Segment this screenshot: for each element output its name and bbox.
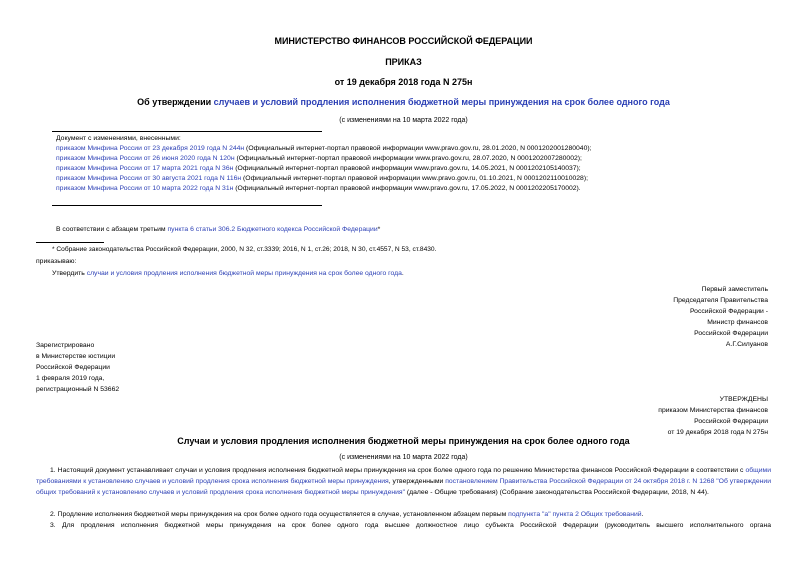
signature-line: Председателя Правительства	[673, 297, 768, 304]
footnote-divider	[36, 242, 104, 243]
approve-paragraph	[52, 270, 404, 277]
order-date-number: от 19 декабря 2018 года N 275н	[334, 77, 473, 87]
registration-line: регистрационный N 53662	[36, 386, 120, 393]
change-desc-3: (Официальный интернет-портал правовой информации www.pravo.gov.ru, 14.05.2021, N 0001202105140037);	[233, 165, 581, 172]
change-desc-5: (Официальный интернет-портал правовой информации www.pravo.gov.ru, 17.05.2022, N 0001202205170002).	[233, 185, 581, 192]
signature-line: А.Г.Силуанов	[725, 341, 768, 348]
divider-top	[52, 131, 322, 132]
approved-line: УТВЕРЖДЕНЫ	[719, 396, 768, 403]
paragraph-1	[36, 465, 771, 498]
approve-prefix: Утвердить	[52, 270, 87, 277]
changes-intro: Документ с изменениями, внесенными:	[56, 135, 181, 142]
changes-item	[56, 174, 592, 184]
change-link-5[interactable]: приказом Минфина России от 10 марта 2022 года N 31н	[56, 185, 234, 192]
registration-line: Зарегистрировано	[36, 342, 95, 349]
registration-line: в Министерстве юстиции	[36, 353, 116, 360]
registration-line: 1 февраля 2019 года,	[36, 375, 105, 382]
changes-item	[56, 144, 592, 154]
section-title: Случаи и условия продления исполнения бюджетной меры принуждения на срок более одного года	[177, 436, 630, 446]
change-link-1[interactable]: приказом Минфина России от 23 декабря 2019 года N 244н	[56, 145, 245, 152]
order-title-prefix: Об утверждении	[137, 97, 214, 107]
p1-text-c: (далее - Общие требования) (Собрание законодательства Российской Федерации, 2018, N 44).	[405, 489, 709, 496]
signature-line: Министр финансов	[707, 319, 768, 326]
registration-line: Российской Федерации	[36, 364, 110, 371]
change-desc-2: (Официальный интернет-портал правовой информации www.pravo.gov.ru, 28.07.2020, N 0001202007280002);	[234, 155, 582, 162]
changes-item	[56, 184, 592, 194]
approved-line: Российской Федерации	[694, 418, 768, 425]
paragraph-2	[36, 509, 771, 520]
section-amend-note: (с изменениями на 10 марта 2022 года)	[339, 454, 468, 461]
changes-item	[56, 164, 592, 174]
changes-item	[56, 154, 592, 164]
p1-text-a: 1. Настоящий документ устанавливает случаи и условия продления исполнения бюджетной меры принуждения на срок более одного года по решению Министерства финансов Российской Федерации в соответствии с	[50, 467, 746, 474]
amend-note: (с изменениями на 10 марта 2022 года)	[339, 117, 468, 124]
order-title-link[interactable]: случаев и условий продления исполнения бюджетной меры принуждения на срок более одного года	[213, 97, 670, 107]
approve-suffix: .	[401, 270, 404, 277]
approved-line: от 19 декабря 2018 года N 275н	[667, 429, 768, 436]
signature-block	[673, 284, 768, 350]
approved-line: приказом Министерства финансов	[658, 407, 768, 414]
subparagraph-link[interactable]: подпункта "а" пункта 2 Общих требований	[508, 511, 642, 518]
paragraph-3	[36, 520, 771, 531]
general-requirements-link[interactable]: общими требованиями к установлению случаев и условий продления срока исполнения бюджетной меры принуждения	[36, 467, 771, 485]
approve-link[interactable]: случаи и условия продления исполнения бюджетной меры принуждения на срок более одного года	[86, 270, 402, 277]
signature-line: Российской Федерации	[694, 330, 768, 337]
government-decree-link[interactable]: постановлением Правительства Российской Федерации от 24 октября 2018 г. N 1268 "Об утверждении общих требований к установлению случаев и условий продления срока исполнения бюджетной меры принуждения"	[36, 478, 771, 496]
signature-line: Первый заместитель	[701, 286, 768, 293]
change-desc-1: (Официальный интернет-портал правовой информации www.pravo.gov.ru, 28.01.2020, N 0001202001280040);	[244, 145, 592, 152]
divider-bottom	[52, 205, 322, 206]
doc-type-heading: ПРИКАЗ	[385, 57, 422, 67]
ministry-heading: МИНИСТЕРСТВО ФИНАНСОВ РОССИЙСКОЙ ФЕДЕРАЦИИ	[274, 36, 533, 46]
signature-line: Российской Федерации -	[689, 308, 768, 315]
change-link-4[interactable]: приказом Минфина России от 30 августа 2021 года N 116н	[56, 175, 242, 182]
order-word: приказываю:	[36, 258, 77, 265]
change-link-2[interactable]: приказом Минфина России от 26 июня 2020 года N 120н	[56, 155, 235, 162]
basis-paragraph	[56, 226, 380, 233]
budget-code-link[interactable]: пункта 6 статьи 306.2 Бюджетного кодекса Российской Федерации	[167, 226, 378, 233]
p2-text-a: 2. Продление исполнения бюджетной меры принуждения на срок более одного года осуществляется в случае, установленном абзацем первым	[50, 511, 509, 518]
registration-block	[36, 340, 119, 395]
approved-block	[658, 394, 768, 438]
basis-prefix: В соответствии с абзацем третьим	[56, 226, 168, 233]
change-desc-4: (Официальный интернет-портал правовой информации www.pravo.gov.ru, 01.10.2021, N 0001202110010028);	[241, 175, 588, 182]
order-title	[0, 97, 807, 107]
p2-text-b: .	[641, 511, 644, 518]
change-link-3[interactable]: приказом Минфина России от 17 марта 2021 года N 36н	[56, 165, 234, 172]
footnote: * Собрание законодательства Российской Федерации, 2000, N 32, ст.3339; 2016, N 1, ст.26; 2018, N 30, ст.4557, N 53, ст.8430.	[52, 246, 437, 253]
p3-text: 3. Для продления исполнения бюджетной меры принуждения на срок более одного года высшее должностное лицо субъекта Российской Федерации (руководитель высшего исполнительного органа	[50, 522, 771, 529]
changes-list	[56, 134, 592, 194]
basis-suffix: *	[377, 226, 381, 233]
p1-text-b: , утвержденными	[388, 478, 446, 485]
